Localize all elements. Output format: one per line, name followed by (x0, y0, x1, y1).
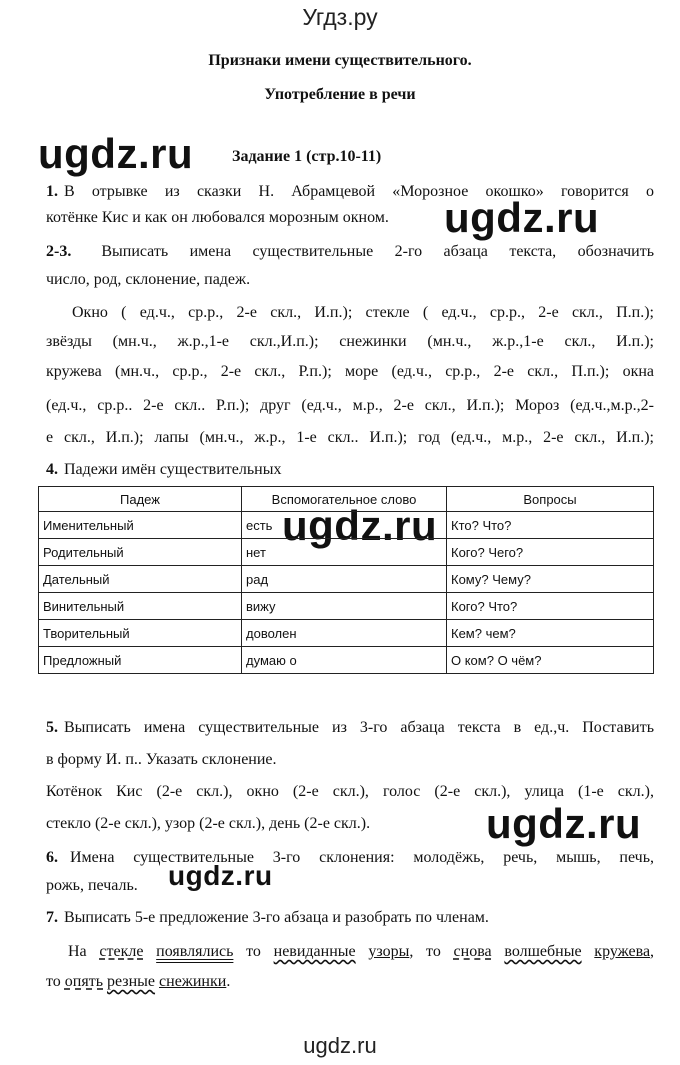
attribute-word: невиданные (273, 943, 356, 960)
cases-table (38, 486, 654, 674)
answer-2-3-line-3: кружева (мн.ч., ср.р., 2-е скл., Р.п.); море (ед.ч., ср.р., 2-е скл., П.п.); окна (46, 363, 654, 380)
item-number: 1. (46, 183, 58, 200)
table-cell: рад (242, 566, 447, 593)
subject-word: узоры (368, 943, 410, 960)
answer-5-line-1: Котёнок Кис (2-е скл.), окно (2-е скл.), голос (2-е скл.), улица (1-е скл.), (46, 783, 654, 800)
table-cell: Винительный (39, 593, 242, 620)
item-5-line-2: в форму И. п.. Указать склонение. (46, 751, 277, 768)
item-5-line-1: 5. Выписать имена существительные из 3-го абзаца текста в ед.,ч. Поставить (46, 719, 654, 736)
item-7-line: 7. Выписать 5-е предложение 3-го абзаца и разобрать по членам. (46, 909, 489, 926)
table-row (39, 620, 654, 647)
circumstance-word: опять (64, 973, 103, 990)
table-cell: вижу (242, 593, 447, 620)
table-cell: Именительный (39, 512, 242, 539)
circumstance-word: стекле (99, 943, 144, 960)
table-cell: Родительный (39, 539, 242, 566)
answer-2-3-line-5: е скл., И.п.); лапы (мн.ч., ж.р., 1-е скл.. И.п.); год (ед.ч., м.р., 2-е скл., И.п.); (46, 429, 654, 446)
table-cell: Творительный (39, 620, 242, 647)
predicate-word: появлялись (156, 943, 234, 960)
item-number: 7. (46, 909, 58, 926)
item-1-line-2: котёнке Кис и как он любовался морозным окном. (46, 209, 389, 226)
parsed-sentence-line-2: то опять резные снежинки. (46, 973, 231, 990)
answer-2-3-line-4: (ед.ч., ср.р.. 2-е скл.. Р.п.); друг (ед.ч., м.р., 2-е скл., И.п.); Мороз (ед.ч.,м.р.,2- (46, 397, 654, 414)
attribute-word: волшебные (504, 943, 582, 960)
watermark: ugdz.ru (486, 800, 642, 847)
table-cell: Кем? чем? (447, 620, 654, 647)
watermark: ugdz.ru (282, 502, 438, 549)
parsed-sentence-line-1: На стекле появлялись то невиданные узоры, то снова волшебные кружева, (68, 943, 655, 960)
table-cell: О ком? О чём? (447, 647, 654, 674)
table-row (39, 566, 654, 593)
watermark: ugdz.ru (168, 860, 273, 891)
table-cell: Кто? Что? (447, 512, 654, 539)
subject-word: кружева (594, 943, 651, 960)
item-number: 6. (46, 849, 58, 866)
table-row (39, 647, 654, 674)
table-row (39, 593, 654, 620)
table-cell: Кому? Чему? (447, 566, 654, 593)
site-header: Угдз.ру (302, 4, 378, 30)
attribute-word: резные (107, 973, 156, 990)
item-1-line-1: 1. В отрывке из сказки Н. Абрамцевой «Морозное окошко» говорится о (46, 183, 654, 200)
table-header-cell: Вспомогательное слово (242, 487, 447, 512)
answer-2-3-line-1: Окно ( ед.ч., ср.р., 2-е скл., И.п.); стекле ( ед.ч., ср.р., 2-е скл., П.п.); (72, 304, 654, 321)
answer-5-line-2: стекло (2-е скл.), узор (2-е скл.), день (2-е скл.). (46, 815, 371, 832)
circumstance-word: снова (453, 943, 492, 960)
page-title: Признаки имени существительного. (208, 52, 472, 69)
item-number: 4. (46, 461, 58, 478)
table-cell: доволен (242, 620, 447, 647)
item-2-3-line-2: число, род, склонение, падеж. (46, 271, 251, 288)
table-cell: Дательный (39, 566, 242, 593)
watermark: ugdz.ru (444, 194, 600, 241)
item-4-line: 4. Падежи имён существительных (46, 461, 282, 478)
item-number: 5. (46, 719, 58, 736)
table-row (39, 539, 654, 566)
item-number: 2-3. (46, 243, 72, 260)
page-subtitle: Употребление в речи (264, 86, 416, 103)
table-header-cell: Падеж (39, 487, 242, 512)
table-row (39, 512, 654, 539)
table-header-cell: Вопросы (447, 487, 654, 512)
table-cell: Предложный (39, 647, 242, 674)
table-cell: Кого? Чего? (447, 539, 654, 566)
item-6-line-2: рожь, печаль. (46, 877, 138, 894)
table-header-row (39, 487, 654, 512)
table-cell: нет (242, 539, 447, 566)
table-cell: есть (242, 512, 447, 539)
watermark: ugdz.ru (38, 130, 194, 177)
task-title: Задание 1 (стр.10-11) (232, 148, 382, 165)
table-cell: думаю о (242, 647, 447, 674)
site-footer: ugdz.ru (303, 1033, 377, 1058)
answer-2-3-line-2: звёзды (мн.ч., ж.р.,1-е скл.,И.п.); снежинки (мн.ч., ж.р.,1-е скл., И.п.); (46, 333, 654, 350)
subject-word: снежинки (159, 973, 227, 990)
item-6-line-1: 6. Имена существительные 3-го склонения: молодёжь, речь, мышь, печь, (46, 849, 654, 866)
item-2-3-line-1: 2-3. Выписать имена существительные 2-го абзаца текста, обозначить (46, 243, 654, 260)
table-cell: Кого? Что? (447, 593, 654, 620)
